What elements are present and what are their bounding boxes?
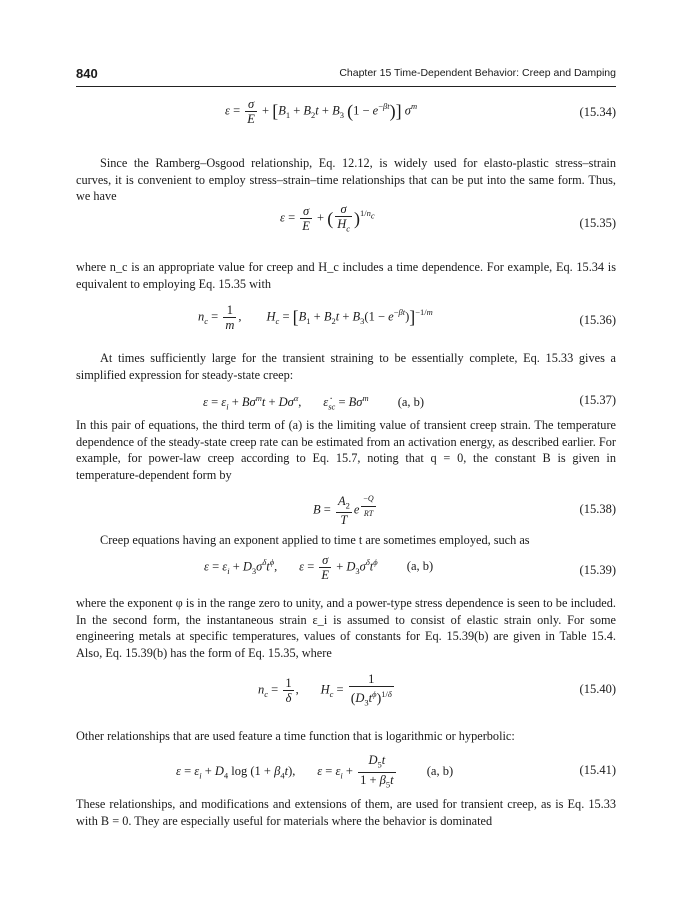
- equation-number: (15.39): [579, 563, 616, 577]
- paragraph: At times sufficiently large for the transient straining to be essentially complete, Eq. 15.33 gives a simplified expression for steady-state creep:: [76, 351, 616, 382]
- paragraph: Creep equations having an exponent applied to time t are sometimes employed, such as: [100, 533, 530, 547]
- equation-15-40: $n_c$ = $\frac{1}{\delta}$ , $H_c$ = $\frac{1}{(D_3t^\phi)^{1/\delta}}$ (15.40): [258, 672, 616, 708]
- equation-15-34: ε = $\frac{\sigma}{E}$ + [$B_1 + B_2t + B_3$ $(1 - e^{-\beta t})$] $\sigma^m$ (15.34): [225, 97, 616, 126]
- paragraph: In this pair of equations, the third term of (a) is the limiting value of transient creep strain. The temperature dependence of the steady-state creep rate can be estimated from an activation energy, as described earlier. For example, for power-law creep according to Eq. 15.7, noting that q = 0, the constant B is given in temperature-dependent form by: [76, 418, 616, 482]
- equation-tag: (a, b): [397, 395, 425, 410]
- equation-number: (15.40): [579, 682, 616, 696]
- equation-15-41: $\varepsilon = \varepsilon_i + D_4$ $\log (1 + \beta_4t)$, $\varepsilon = \varepsilon_i$ + $\frac{D_5t}{1 + \beta_5t}$ (a, b) (15.41): [176, 753, 616, 789]
- equation-number: (15.35): [579, 216, 616, 230]
- equation-number: (15.37): [579, 393, 616, 407]
- equation-15-38: B = $\frac{A_2}{T}$ e $^{\frac{-Q}{RT}}$ (15.38): [313, 493, 616, 528]
- paragraph: Since the Ramberg–Osgood relationship, Eq. 12.12, is widely used for elasto-plastic stress–strain curves, it is convenient to employ stress–strain–time relationships that can be put into the same form. Thus, we have: [76, 156, 616, 203]
- equation-15-37: $\varepsilon = \varepsilon_i + B\sigma^mt + D\sigma^\alpha$, $\varepsiloṅ_{sc} = B\sigma^m$ (a, b) (15.37): [203, 393, 616, 412]
- paragraph: where the exponent φ is in the range zero to unity, and a power-type stress dependence is seen to be included. In the second form, the instantaneous strain ε_i is assumed to consist of elastic strain only. For some engineering metals at specific temperatures, values of constants for Eq. 15.39(b) are given in Table 15.4. Also, Eq. 15.39(b) has the form of Eq. 15.35, where: [76, 596, 616, 660]
- equation-number: (15.38): [579, 502, 616, 516]
- running-head: Chapter 15 Time-Dependent Behavior: Creep and Damping: [339, 67, 616, 79]
- equation-tag: (a, b): [426, 763, 454, 778]
- equation-15-39: $\varepsilon = \varepsilon_i + D_3\sigma^\delta t^\phi$, ε = $\frac{\sigma}{E}$ + $D_3\sigma^\delta t^\phi$ (a, b) (15.39): [204, 553, 616, 582]
- equation-number: (15.41): [579, 763, 616, 777]
- page-number: 840: [76, 66, 98, 81]
- equation-tag: (a, b): [406, 559, 434, 574]
- equation-15-35: ε = $\frac{\sigma}{E}$ + ( $\frac{\sigma}{H_c}$ )$^{1/n_c}$ (15.35): [280, 202, 616, 234]
- paragraph: These relationships, and modifications and extensions of them, are used for transient creep, as is Eq. 15.33 with B = 0. They are especially useful for materials where the behavior is dominated: [76, 797, 616, 828]
- equation-15-36: $n_c$ = $\frac{1}{m}$ , $H_c = [B_1 + B_2t + B_3(1 - e^{-\beta t})]^{-1/m}$ (15.36): [198, 303, 616, 332]
- paragraph: Other relationships that are used feature a time function that is logarithmic or hyperbolic:: [76, 729, 515, 743]
- equation-number: (15.36): [579, 313, 616, 327]
- paragraph: where n_c is an appropriate value for creep and H_c includes a time dependence. For example, Eq. 15.34 is equivalent to employing Eq. 15.35 with: [76, 260, 616, 291]
- equation-number: (15.34): [579, 105, 616, 119]
- page-header: [76, 66, 616, 87]
